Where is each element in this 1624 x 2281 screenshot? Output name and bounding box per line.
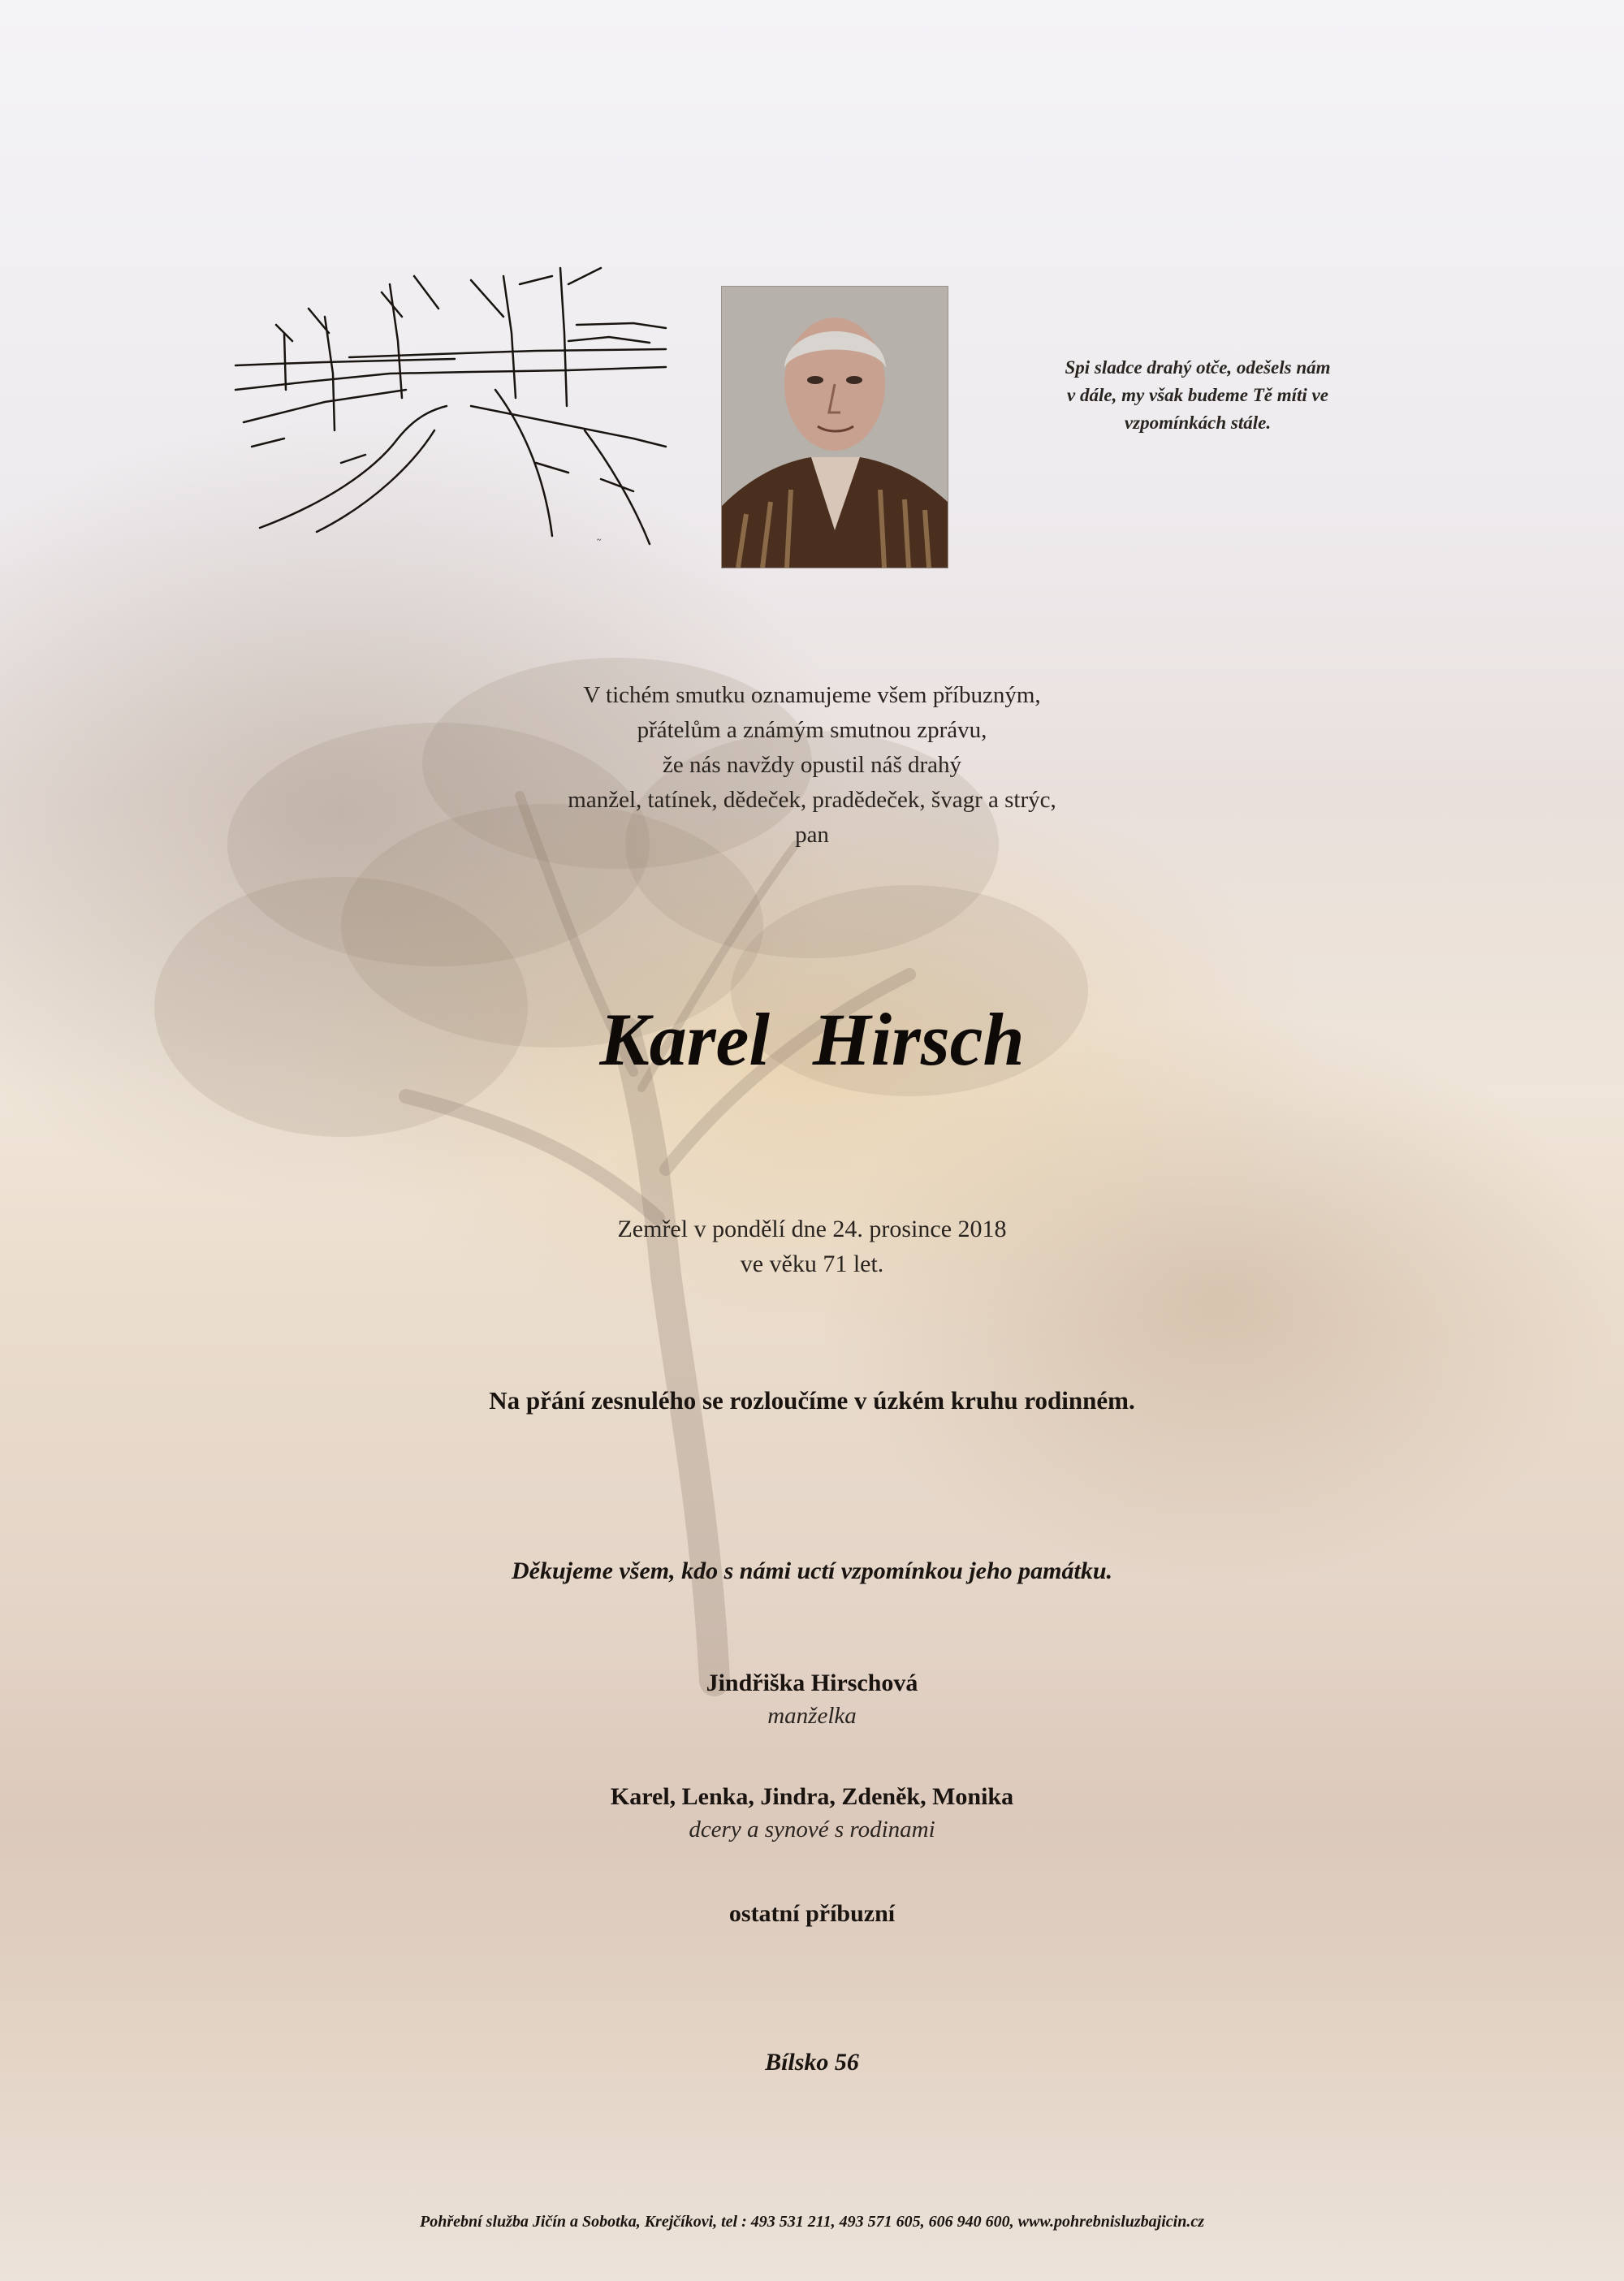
intro-line: že nás navždy opustil náš drahý (662, 752, 962, 778)
intro-line: přátelům a známým smutnou zprávu, (637, 717, 987, 743)
other-relatives: ostatní příbuzní (728, 1900, 896, 1927)
mourner-relation: manželka (767, 1703, 857, 1729)
funeral-service-footer: Pohřební služba Jičín a Sobotka, Krejčíkovi, tel : 493 531 211, 493 571 605, 606 940 600, www.pohrebnisluzbajicin.cz (419, 2213, 1204, 2231)
death-details (406, 1212, 1218, 1281)
death-date-line: Zemřel v pondělí dne 24. prosince 2018 (617, 1216, 1007, 1242)
intro-line: pan (795, 822, 829, 848)
deceased-name: Karel Hirsch (599, 998, 1025, 1081)
thanks-note: Děkujeme všem, kdo s námi uctí vzpomínkou jeho památku. (511, 1557, 1113, 1584)
mourner-name: Karel, Lenka, Jindra, Zdeněk, Monika (610, 1783, 1014, 1810)
death-age-line: ve věku 71 let. (740, 1251, 884, 1277)
farewell-notice: Na přání zesnulého se rozloučíme v úzkém kruhu rodinném. (489, 1386, 1135, 1415)
mourner-name: Jindřiška Hirschová (706, 1670, 918, 1696)
deceased-portrait-photo (721, 286, 948, 568)
memorial-motto: Spi sladce drahý otče, odešels nám v dále, my však budeme Tě míti ve vzpomínkách stále. (1065, 357, 1331, 433)
intro-line: manžel, tatínek, dědeček, pradědeček, švagr a strýc, (568, 787, 1056, 813)
mourner-spouse (244, 1667, 1380, 1732)
family-address: Bílsko 56 (765, 2049, 859, 2076)
svg-text:~: ~ (597, 536, 602, 545)
landscape-sketch-image (227, 260, 682, 552)
announcement-intro (406, 678, 1218, 853)
mourner-relation: dcery a synové s rodinami (689, 1817, 935, 1843)
mourner-children (244, 1781, 1380, 1846)
intro-line: V tichém smutku oznamujeme všem příbuzným, (583, 682, 1041, 708)
